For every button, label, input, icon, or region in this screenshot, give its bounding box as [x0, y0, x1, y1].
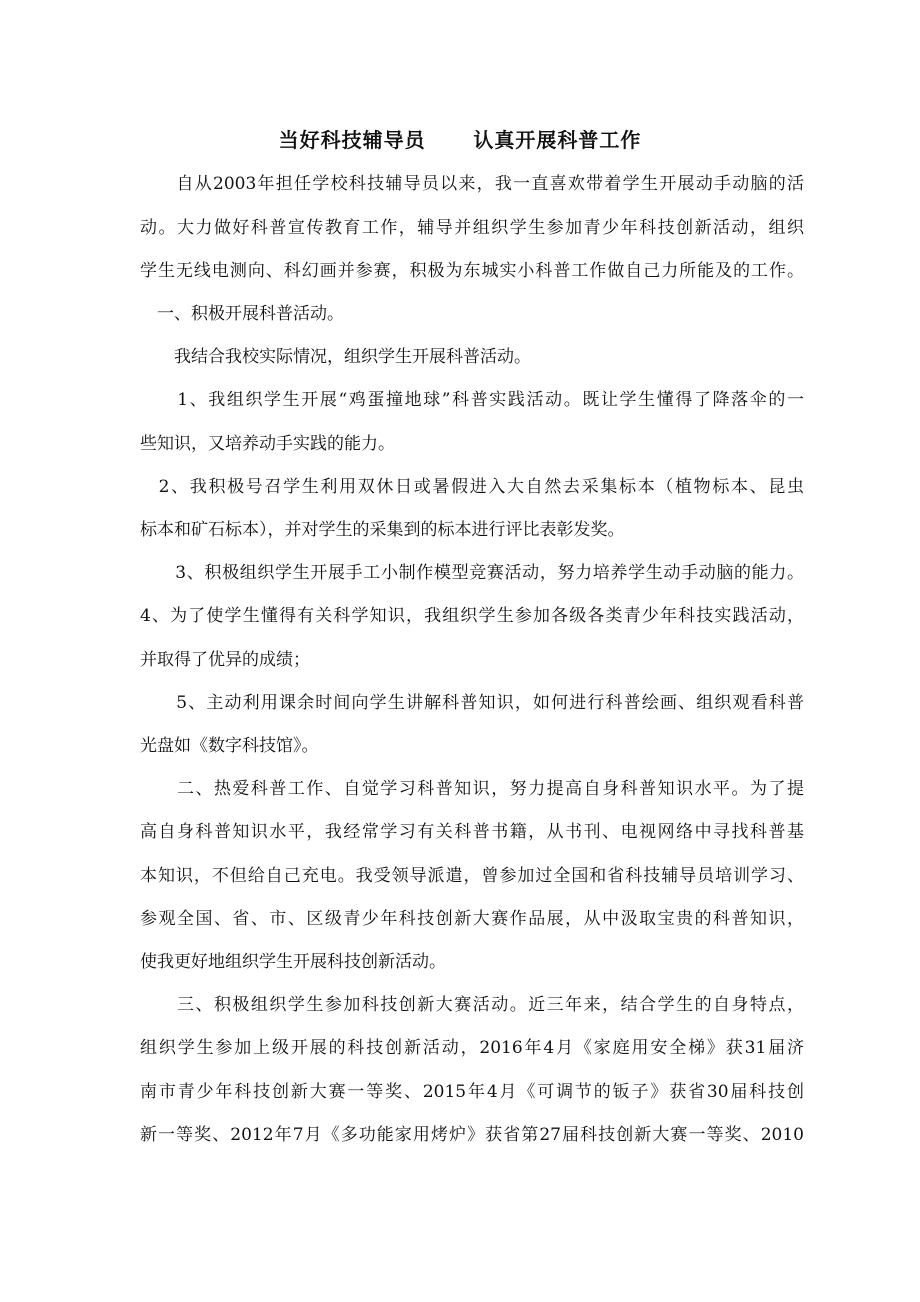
body-line-7: 些知识，又培养动手实践的能力。	[140, 434, 395, 454]
body-line-17: 本知识，不但给自己充电。我受领导派遣，曾参加过全国和省科技辅导员培训学习、	[140, 866, 804, 886]
body-line-20: 三、积极组织学生参加科技创新大赛活动。近三年来，结合学生的自身特点，	[140, 995, 804, 1015]
body-line-19: 使我更好地组织学生开展科技创新活动。	[140, 952, 446, 972]
body-line-21: 组织学生参加上级开展的科技创新活动，2016年4月《家庭用安全梯》获31届济	[140, 1038, 804, 1058]
body-line-13: 5、主动利用课余时间向学生讲解科普知识，如何进行科普绘画、组织观看科普	[140, 693, 804, 713]
section-heading-1: 一、积极开展科普活动。	[140, 304, 344, 324]
body-line-2: 动。大力做好科普宣传教育工作，辅导并组织学生参加青少年科技创新活动，组织	[140, 218, 804, 238]
body-line-1: 自从2003年担任学校科技辅导员以来，我一直喜欢带着学生开展动手动脑的活	[140, 174, 804, 194]
body-line-12: 并取得了优异的成绩；	[140, 650, 310, 670]
body-line-16: 高自身科普知识水平，我经常学习有关科普书籍，从书刊、电视网络中寻找科普基	[140, 822, 804, 842]
body-line-14: 光盘如《数字科技馆》。	[140, 736, 319, 756]
body-line-3: 学生无线电测向、科幻画并参赛，积极为东城实小科普工作做自己力所能及的工作。	[140, 261, 804, 281]
body-line-23: 新一等奖、2012年7月《多功能家用烤炉》获省第27届科技创新大赛一等奖、2010	[140, 1125, 804, 1145]
body-line-11: 4、为了使学生懂得有关科学知识，我组织学生参加各级各类青少年科技实践活动，	[140, 606, 804, 626]
body-line-10: 3、积极组织学生开展手工小制作模型竞赛活动，努力培养学生动手动脑的能力。	[140, 563, 804, 583]
document-title: 当好科技辅导员 认真开展科普工作	[278, 128, 642, 152]
body-line-6: 1、我组织学生开展“鸡蛋撞地球”科普实践活动。既让学生懂得了降落伞的一	[140, 390, 804, 410]
body-line-8: 2、我积极号召学生利用双休日或暑假进入大自然去采集标本（植物标本、昆虫	[140, 477, 804, 497]
body-line-15: 二、热爱科普工作、自觉学习科普知识，努力提高自身科普知识水平。为了提	[140, 779, 804, 799]
body-line-9: 标本和矿石标本），并对学生的采集到的标本进行评比表彰发奖。	[140, 520, 625, 540]
body-line-22: 南市青少年科技创新大赛一等奖、2015年4月《可调节的钣子》获省30届科技创	[140, 1082, 804, 1102]
body-line-18: 参观全国、省、市、区级青少年科技创新大赛作品展，从中汲取宝贵的科普知识，	[140, 909, 804, 929]
body-line-5: 我结合我校实际情况，组织学生开展科普活动。	[140, 347, 531, 367]
